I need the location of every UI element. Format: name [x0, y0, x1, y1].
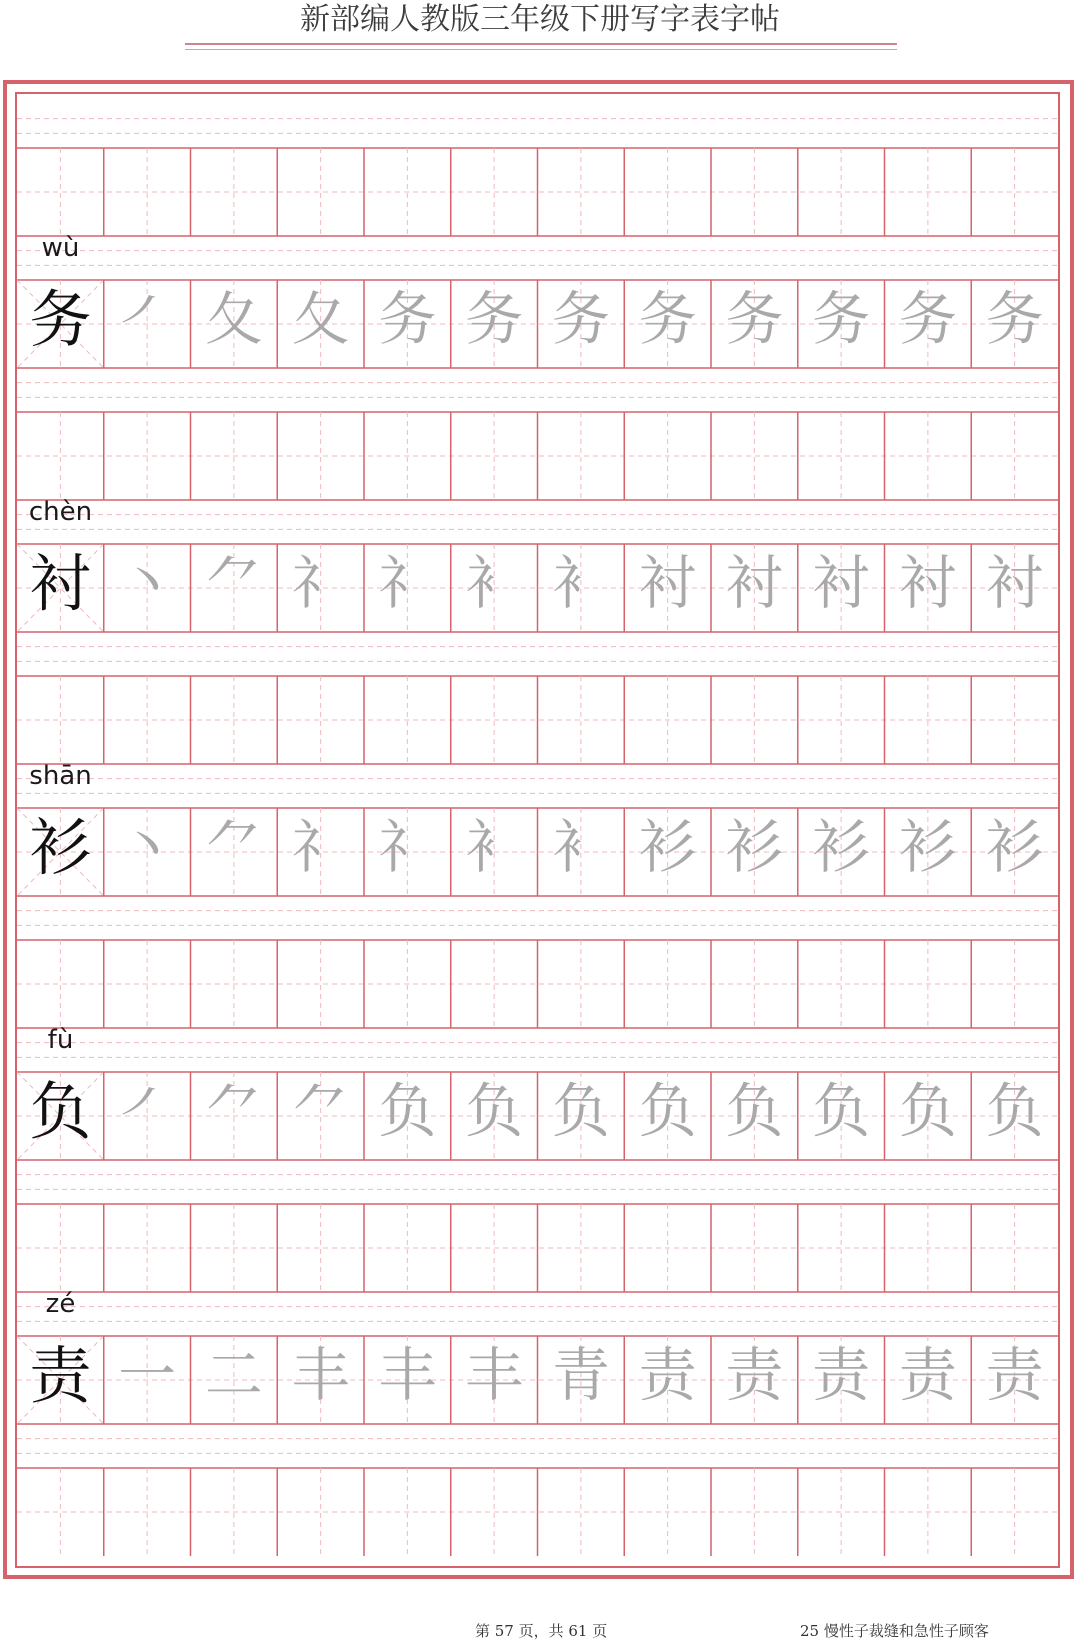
stroke-order-cell: 负 [812, 1077, 871, 1145]
stroke-order-cell: 务 [378, 285, 437, 353]
stroke-order-cell: 务 [812, 285, 871, 353]
stroke-order-cell: 衤 [465, 549, 524, 617]
stroke-order-cell: ⺈ [204, 549, 263, 617]
stroke-order-cell: 务 [638, 285, 697, 353]
stroke-order-cell: 青 [551, 1341, 610, 1409]
stroke-order-cell: 丶 [118, 549, 177, 617]
stroke-order-cell: 负 [638, 1077, 697, 1145]
pinyin-label: wù [41, 233, 80, 263]
stroke-order-cell: 责 [985, 1341, 1044, 1409]
model-character: 责 [29, 1338, 92, 1412]
pinyin-label: chèn [28, 497, 93, 527]
blank-practice-row [17, 94, 1058, 226]
stroke-order-cell: 务 [898, 285, 957, 353]
stroke-order-cell: 衬 [985, 549, 1044, 617]
stroke-order-cell: 负 [378, 1077, 437, 1145]
writing-grid [15, 92, 1060, 1568]
character-row [17, 754, 1058, 886]
stroke-order-cell: 衫 [898, 813, 957, 881]
stroke-order-cell: 务 [985, 285, 1044, 353]
stroke-order-cell: 负 [898, 1077, 957, 1145]
blank-practice-row [17, 622, 1058, 754]
stroke-order-cell: 责 [812, 1341, 871, 1409]
stroke-order-cell: 夂 [291, 285, 350, 353]
blank-practice-row [17, 1414, 1058, 1546]
blank-practice-row [17, 358, 1058, 490]
stroke-order-cell: 责 [725, 1341, 784, 1409]
page-number: 第 57 页，共 61 页 [475, 1622, 608, 1640]
stroke-order-cell: 衤 [465, 813, 524, 881]
stroke-order-cell: 衬 [725, 549, 784, 617]
stroke-order-cell: 衫 [725, 813, 784, 881]
model-character: 务 [29, 282, 92, 356]
stroke-order-cell: ⺈ [204, 813, 263, 881]
stroke-order-cell: ⺈ [204, 1077, 263, 1145]
stroke-order-cell: 责 [898, 1341, 957, 1409]
stroke-order-cell: 礻 [378, 813, 437, 881]
page-title: 新部编人教版三年级下册写字表字帖 [300, 2, 780, 37]
model-character: 衫 [29, 810, 92, 884]
stroke-order-cell: 衬 [638, 549, 697, 617]
stroke-order-cell: 衫 [812, 813, 871, 881]
pinyin-label: fù [47, 1025, 74, 1055]
character-row [17, 226, 1058, 358]
stroke-order-cell: ⺈ [291, 1077, 350, 1145]
stroke-order-cell: 礻 [378, 549, 437, 617]
stroke-order-cell: 衫 [985, 813, 1044, 881]
title-underline [185, 43, 897, 45]
model-character: 衬 [29, 546, 92, 620]
stroke-order-cell: 衬 [898, 549, 957, 617]
title-underline-thin [185, 49, 897, 50]
character-row [17, 1018, 1058, 1150]
stroke-order-cell: 夂 [204, 285, 263, 353]
stroke-order-cell: ㇒ [118, 285, 177, 353]
stroke-order-cell: 礻 [291, 813, 350, 881]
blank-practice-row [17, 886, 1058, 1018]
stroke-order-cell: 丶 [118, 813, 177, 881]
stroke-order-cell: 负 [725, 1077, 784, 1145]
character-row [17, 490, 1058, 622]
pinyin-label: shān [29, 761, 92, 791]
stroke-order-cell: 负 [465, 1077, 524, 1145]
stroke-order-cell: 责 [638, 1341, 697, 1409]
stroke-order-cell: 务 [725, 285, 784, 353]
stroke-order-cell: 衤 [551, 813, 610, 881]
stroke-order-cell: 二 [204, 1341, 263, 1409]
stroke-order-cell: 丰 [378, 1341, 437, 1409]
stroke-order-cell: 衤 [551, 549, 610, 617]
stroke-order-cell: 一 [118, 1341, 177, 1409]
pinyin-label: zé [45, 1289, 76, 1319]
blank-practice-row [17, 1150, 1058, 1282]
model-character: 负 [29, 1074, 92, 1148]
lesson-title: 25 慢性子裁缝和急性子顾客 [800, 1622, 989, 1640]
stroke-order-cell: ㇒ [118, 1077, 177, 1145]
stroke-order-cell: 衬 [812, 549, 871, 617]
stroke-order-cell: 负 [985, 1077, 1044, 1145]
stroke-order-cell: 衫 [638, 813, 697, 881]
character-row [17, 1282, 1058, 1414]
stroke-order-cell: 礻 [291, 549, 350, 617]
stroke-order-cell: 丰 [291, 1341, 350, 1409]
stroke-order-cell: 务 [551, 285, 610, 353]
stroke-order-cell: 丰 [465, 1341, 524, 1409]
stroke-order-cell: 务 [465, 285, 524, 353]
stroke-order-cell: 负 [551, 1077, 610, 1145]
